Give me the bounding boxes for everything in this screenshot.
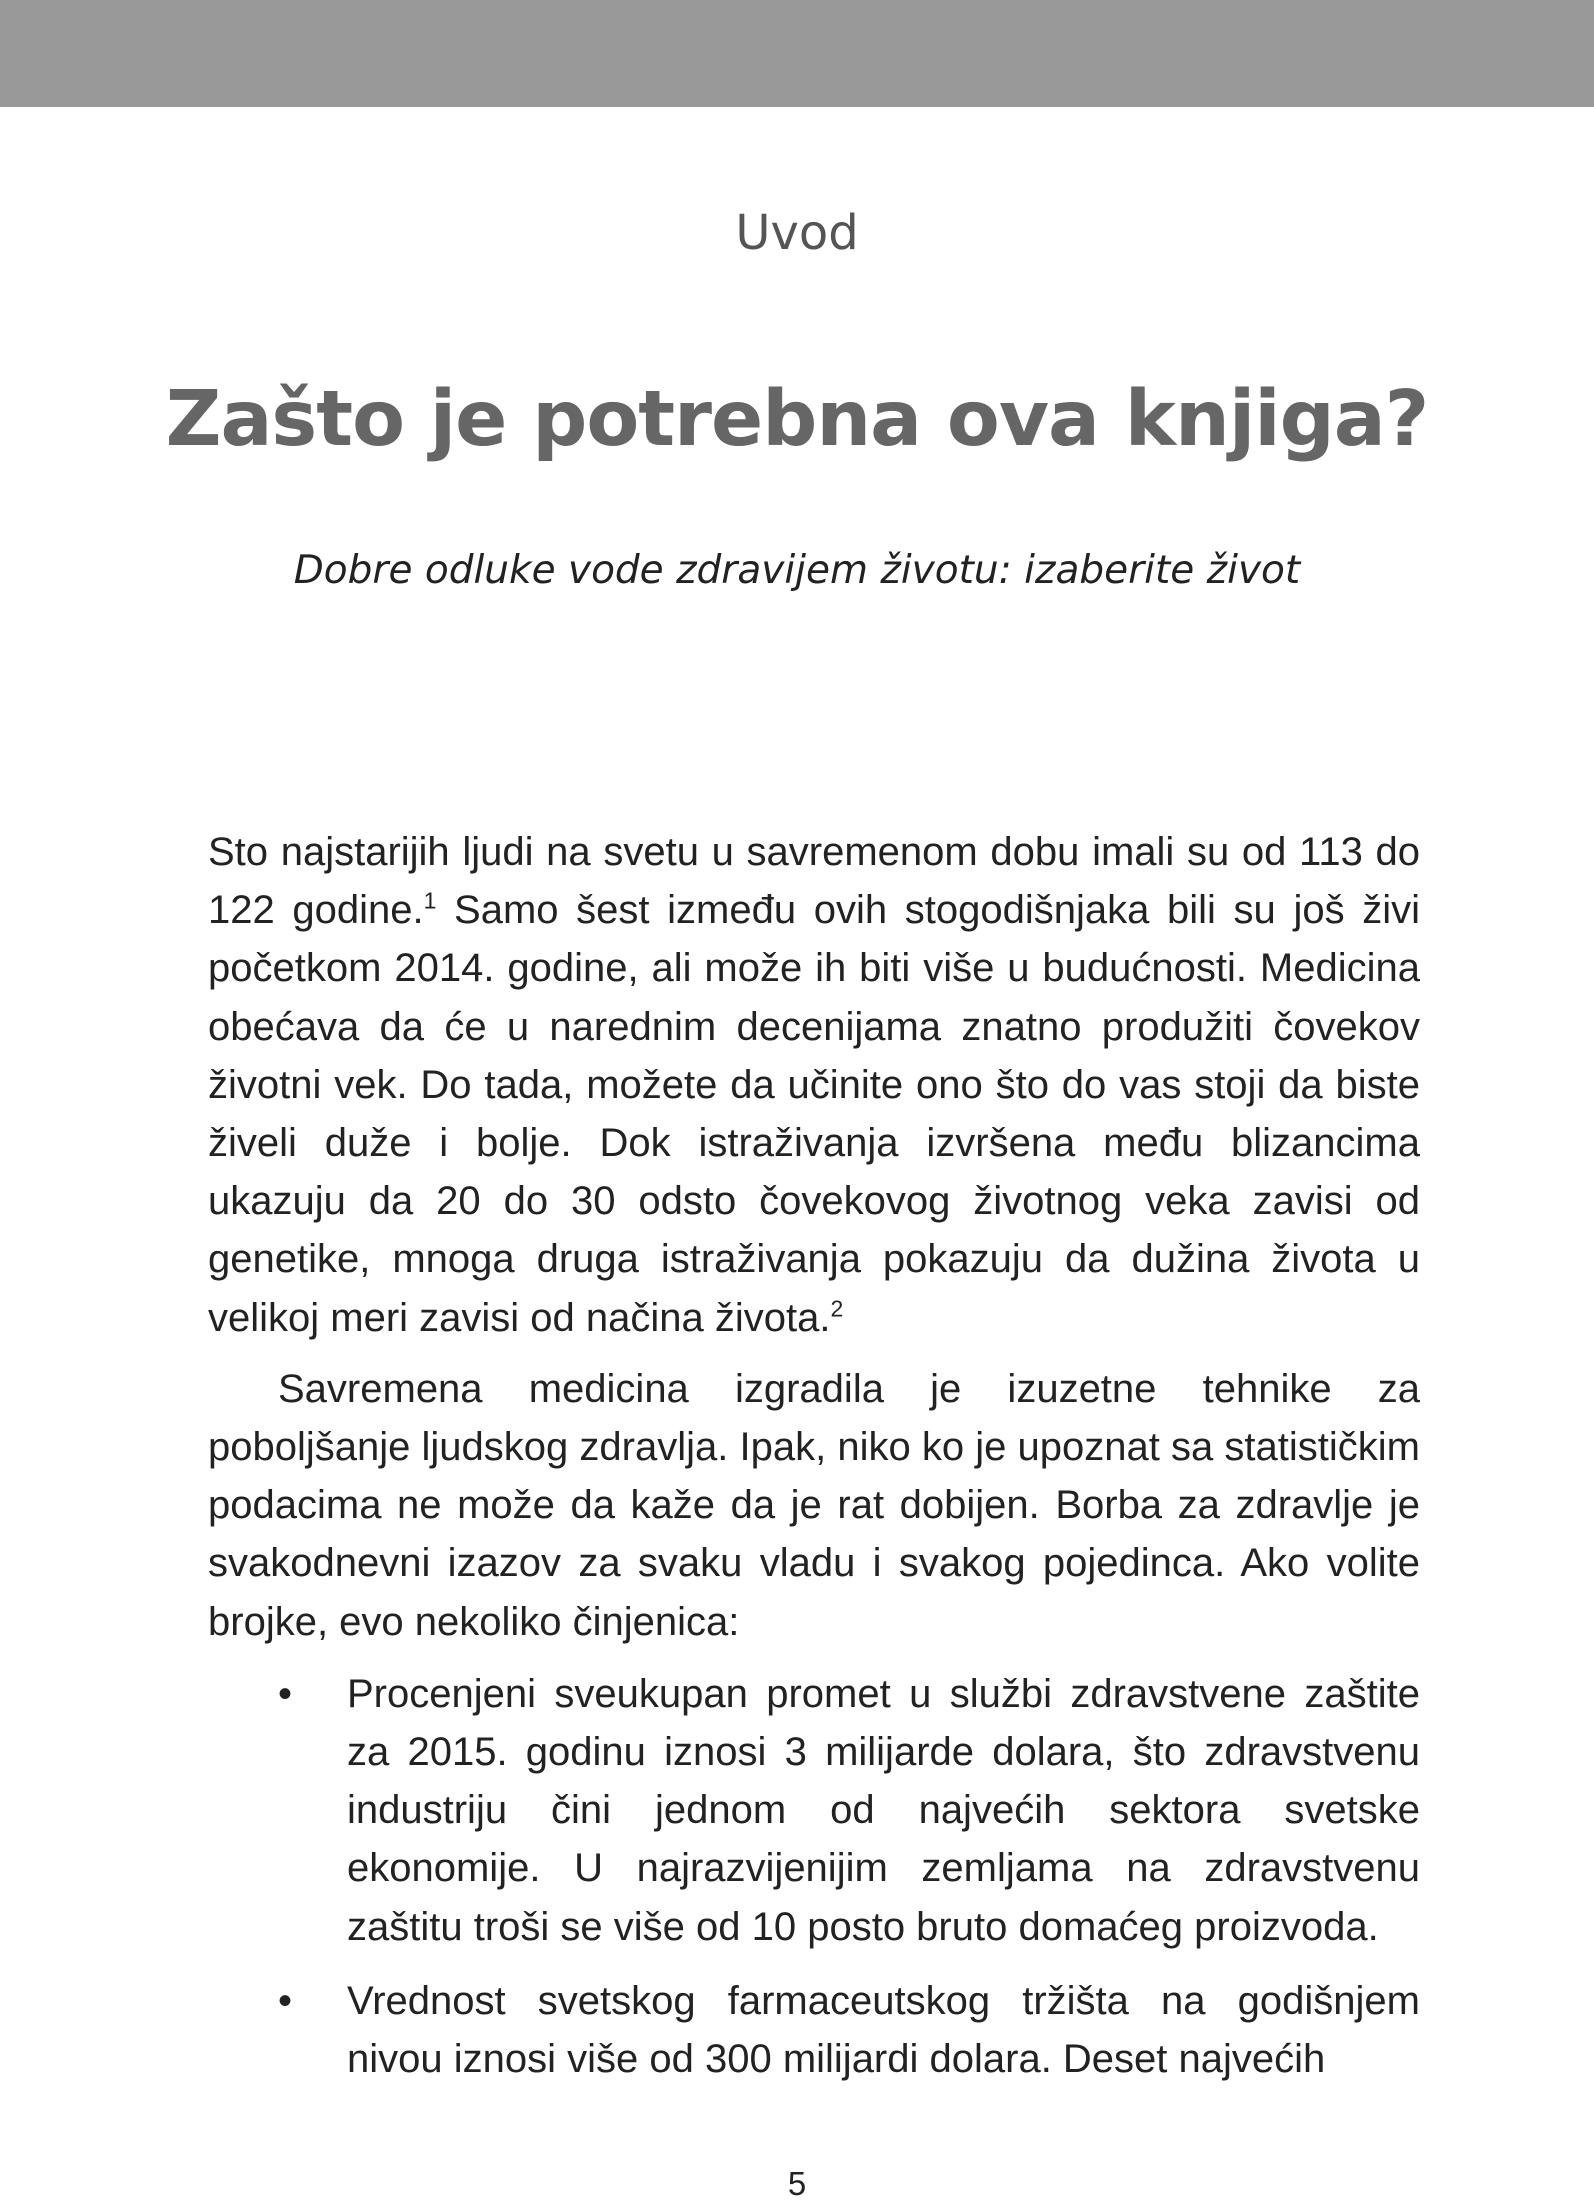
list-item-text: Vrednost svetskog farmaceutskog tržišta na godišnjem nivou iznosi više od 300 milijardi dolara. Deset najvećih [347,1978,1420,2082]
footnote-ref-1: 1 [423,887,437,914]
list-item [208,1665,1420,1956]
chapter-label: Uvod [735,205,859,261]
list-item [208,1972,1420,2088]
body-text [208,823,1420,2104]
header-band [0,0,1594,107]
paragraph-1 [208,823,1420,1347]
fact-list [208,1665,1420,2088]
list-item-text: Procenjeni sveukupan promet u službi zdravstvene zaštite za 2015. godinu iznosi 3 milijarde dolara, što zdravstvenu industriju čini jednom od najvećih sektora svetske ekonomije. U najrazvijenijim zemljama na zdravstvenu zaštitu troši se više od 10 posto bruto domaćeg proizvoda. [347,1671,1420,1949]
chapter-title: Zašto je potrebna ova knjiga? [165,375,1429,464]
page-number: 5 [787,2165,807,2202]
paragraph-1-continuation: Samo šest između ovih stogodišnjaka bili su još živi početkom 2014. godine, ali može ih biti više u budućnosti. Medicina obećava da će u narednim decenijama znatno produžiti čovekov životni vek. Do tada, možete da učinite ono što do vas stoji da biste živeli duže i bolje. Dok istraživanja izvršena među blizancima ukazuju da 20 do 30 odsto čovekovog životnog veka zavisi od genetike, mnoga druga istraživanja pokazuju da dužina života u velikoj meri zavisi od načina života. [208,888,1420,1340]
chapter-subtitle: Dobre odluke vode zdravijem životu: izaberite život [293,548,1301,593]
paragraph-2: Savremena medicina izgradila je izuzetne tehnike za poboljšanje ljudskog zdravlja. Ipak, niko ko je upoznat sa statističkim podacima ne može da kaže da je rat dobijen. Borba za zdravlje je svakodnevni izazov za svaku vladu i svakog pojedinca. Ako volite brojke, evo nekoliko činjenica: [208,1366,1420,1644]
paragraph-1-text: Sto najstarijih ljudi na svetu u savremenom dobu imali su od 113 do 122 godine. [208,830,1420,933]
bullet-icon: • [278,1978,293,2023]
footnote-ref-2: 2 [830,1295,844,1322]
bullet-icon: • [278,1671,293,1716]
